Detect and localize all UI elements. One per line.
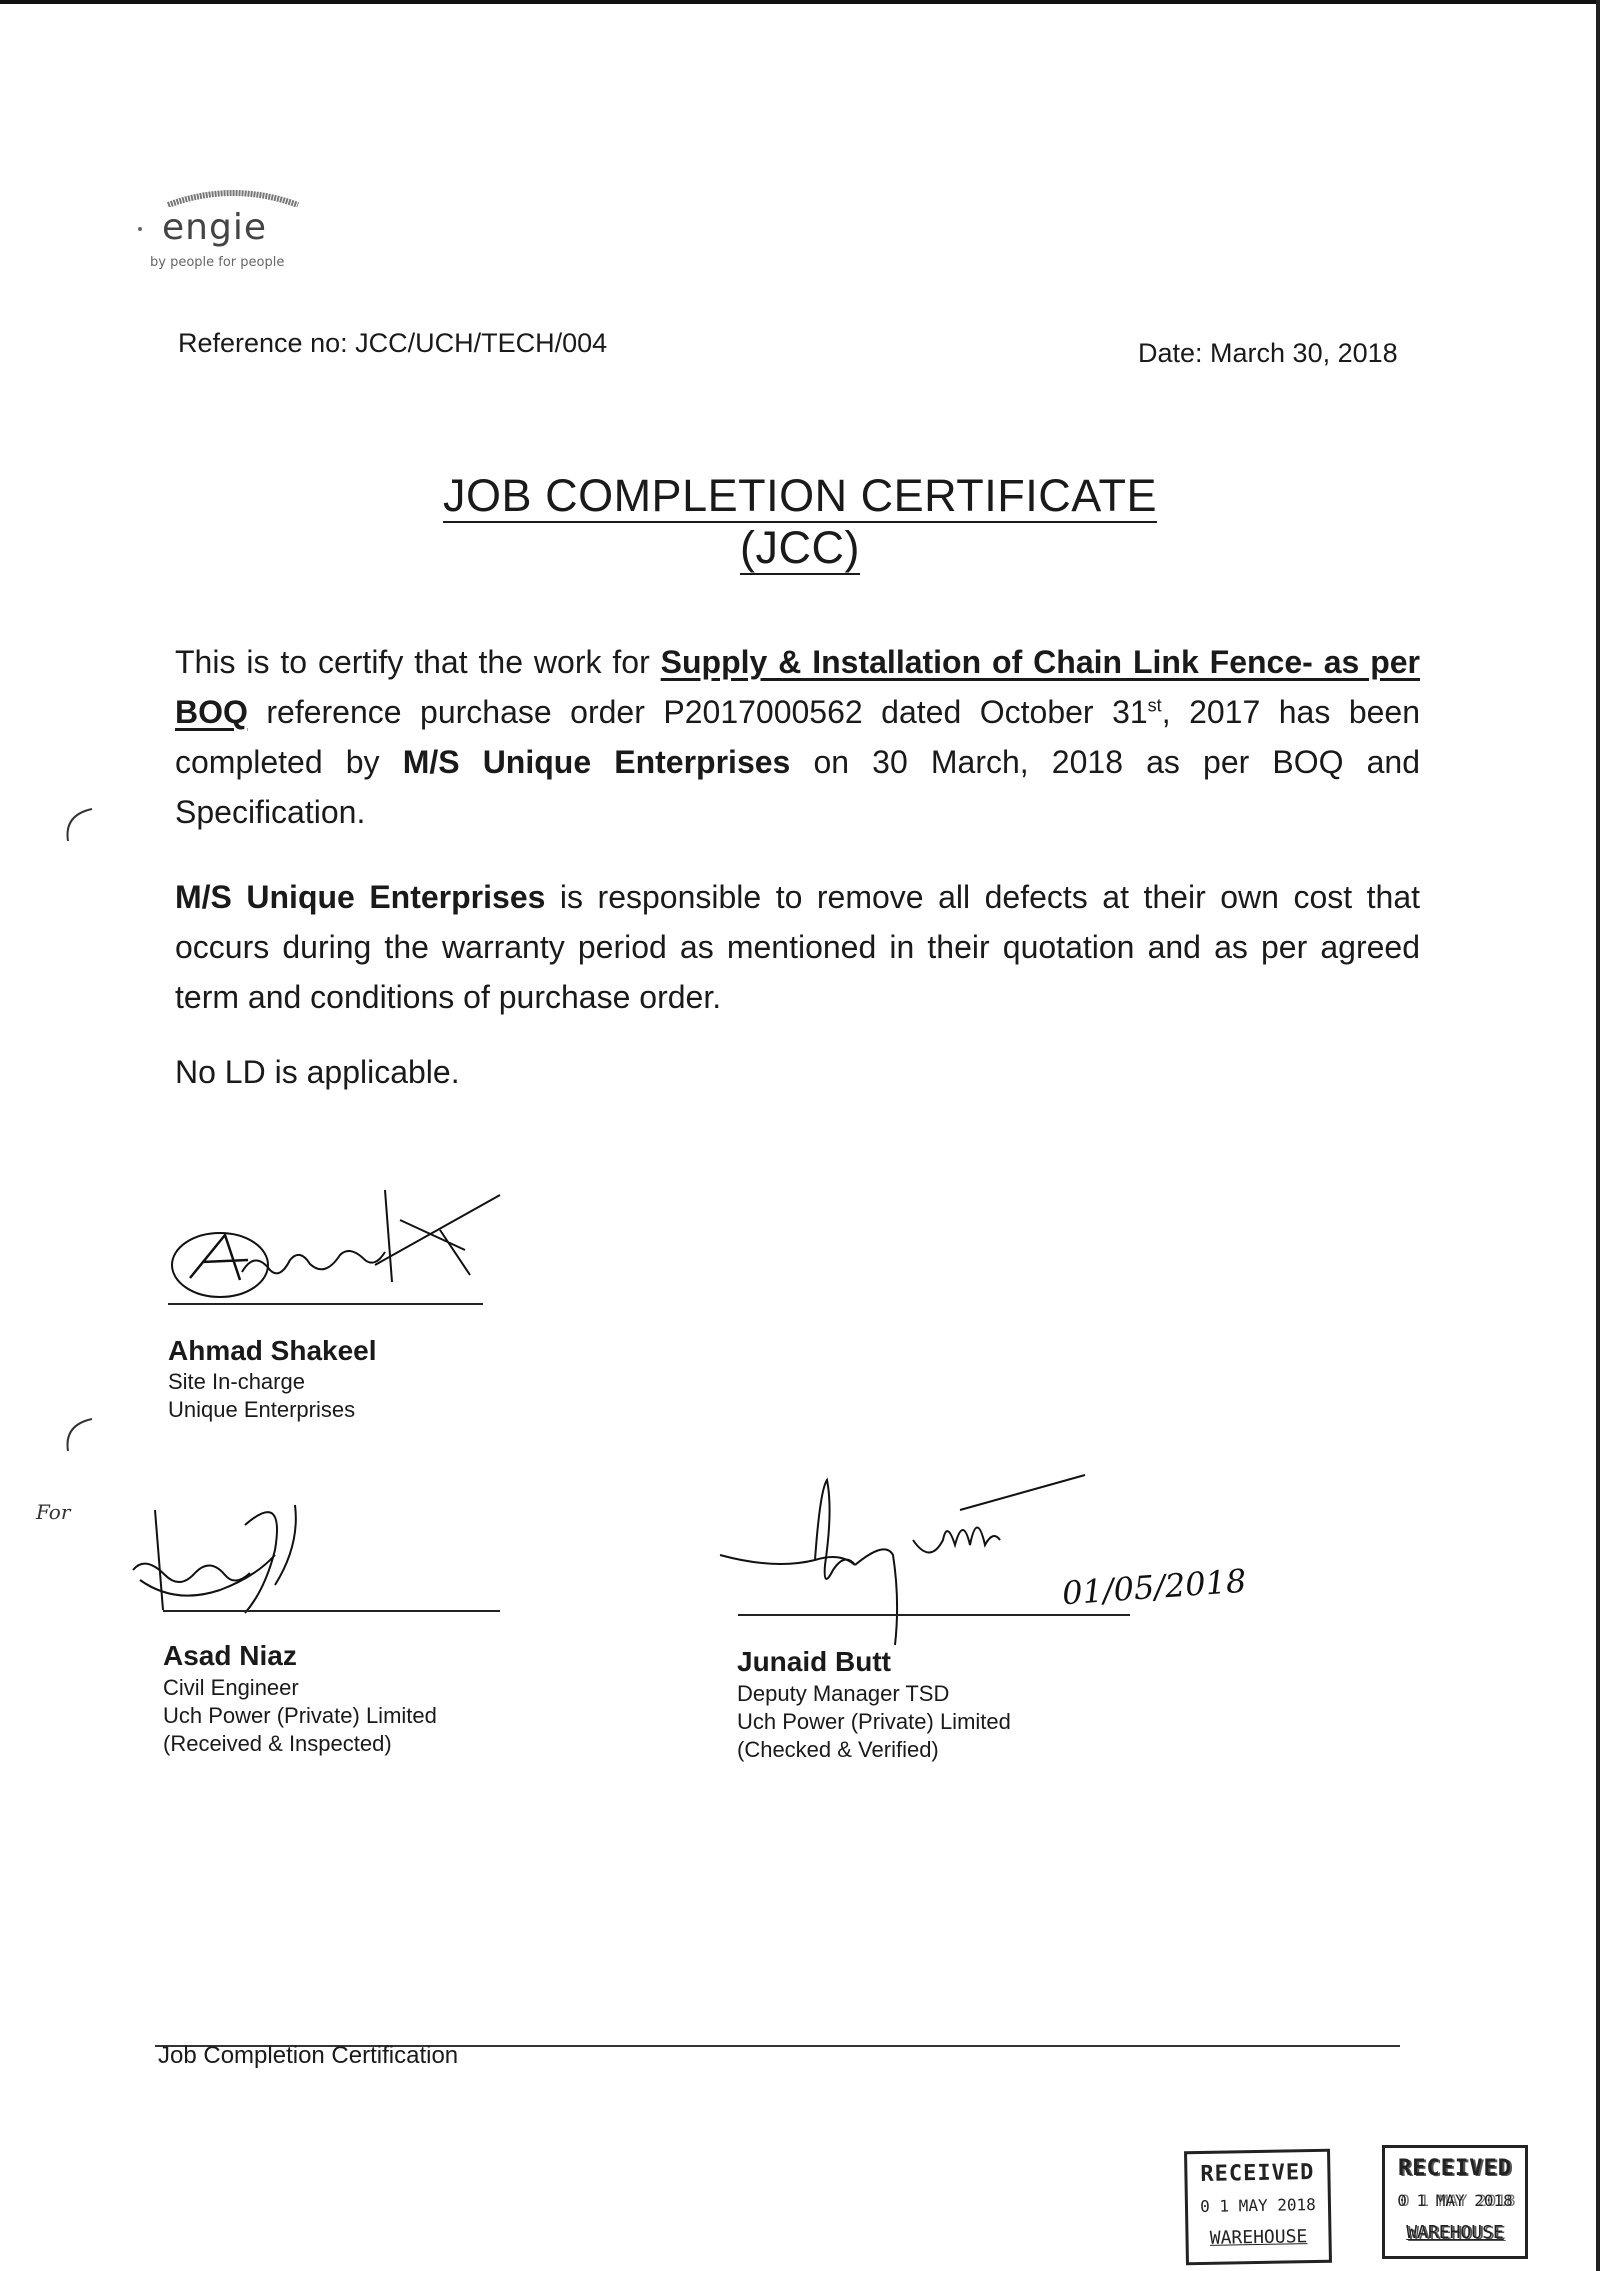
handwritten-date: 01/05/2018	[1060, 1561, 1248, 1613]
signature-line	[163, 1610, 500, 1612]
contractor-name: M/S Unique Enterprises	[402, 744, 791, 780]
signature-line	[738, 1614, 1130, 1616]
logo-wordmark: engie	[162, 207, 267, 248]
signatory-role: Deputy Manager TSD	[737, 1681, 950, 1706]
signatory-name: Asad Niaz	[163, 1640, 297, 1671]
signatory-role: Site In-charge	[168, 1369, 305, 1394]
signatory-details	[163, 1674, 437, 1758]
signature-junaid-butt	[715, 1470, 1115, 1660]
p1-tail: on 30 March, 2018 as per BOQ and Specification.	[175, 744, 1421, 830]
p1-lead: This is to certify that the work for	[175, 644, 661, 680]
contractor-name: M/S Unique Enterprises	[175, 879, 546, 915]
stamp-title: RECEIVED	[1398, 2156, 1512, 2181]
scan-edge-top	[0, 0, 1600, 4]
po-date-suffix: st	[1147, 695, 1162, 716]
signatory-org: Unique Enterprises	[168, 1397, 356, 1422]
reference-number: Reference no: JCC/UCH/TECH/004	[178, 328, 608, 358]
footer-text: Job Completion Certification	[158, 2042, 459, 2069]
signatory-org: Uch Power (Private) Limited	[163, 1703, 437, 1728]
signatory-role: Civil Engineer	[163, 1675, 299, 1700]
warranty-text: is responsible to remove all defects at their own cost that occurs during the warranty period as mentioned in their quotation and as per agreed term and conditions of purchase order.	[175, 879, 1421, 1015]
stamp-date: 0 1 MAY 2018	[1397, 2191, 1513, 2210]
stamp-dept: WAREHOUSE	[1209, 2226, 1308, 2249]
signatory-name: Junaid Butt	[737, 1646, 891, 1677]
po-text: reference purchase order P2017000562 dated October 31	[247, 694, 1148, 730]
signatory-name: Ahmad Shakeel	[168, 1335, 377, 1366]
work-title: Supply & Installation of Chain Link Fence- as per BOQ	[175, 644, 1421, 730]
certification-paragraph	[175, 637, 1420, 837]
stamp-dept: WAREHOUSE	[1406, 2222, 1504, 2243]
po-year: , 2017 has been completed by	[175, 694, 1421, 780]
margin-note: For	[36, 1500, 71, 1524]
signatory-details	[168, 1368, 355, 1424]
signatory-details	[737, 1680, 1011, 1764]
warranty-paragraph	[175, 872, 1420, 1022]
engie-logo	[130, 185, 330, 275]
logo-dot	[138, 227, 142, 231]
logo-arc-icon	[158, 185, 308, 207]
stamp-date: 0 1 MAY 2018	[1200, 2194, 1316, 2217]
signature-line	[168, 1303, 483, 1305]
signature-asad-niaz	[125, 1495, 345, 1620]
stamp-title: RECEIVED	[1200, 2160, 1315, 2187]
punch-hole-mark	[58, 805, 98, 845]
punch-hole-mark	[58, 1415, 98, 1455]
signatory-note: (Checked & Verified)	[737, 1737, 939, 1762]
signature-ahmad-shakeel	[130, 1160, 530, 1310]
page-title: JOB COMPLETION CERTIFICATE (JCC)	[443, 470, 1157, 573]
scan-edge-right	[1596, 0, 1600, 2271]
signatory-org: Uch Power (Private) Limited	[737, 1709, 1011, 1734]
ld-statement: No LD is applicable.	[175, 1054, 460, 1090]
received-stamp	[1382, 2145, 1528, 2259]
logo-tagline: by people for people	[150, 255, 285, 270]
signatory-note: (Received & Inspected)	[163, 1731, 392, 1756]
received-stamp	[1184, 2149, 1332, 2266]
document-date: Date: March 30, 2018	[1138, 338, 1398, 368]
